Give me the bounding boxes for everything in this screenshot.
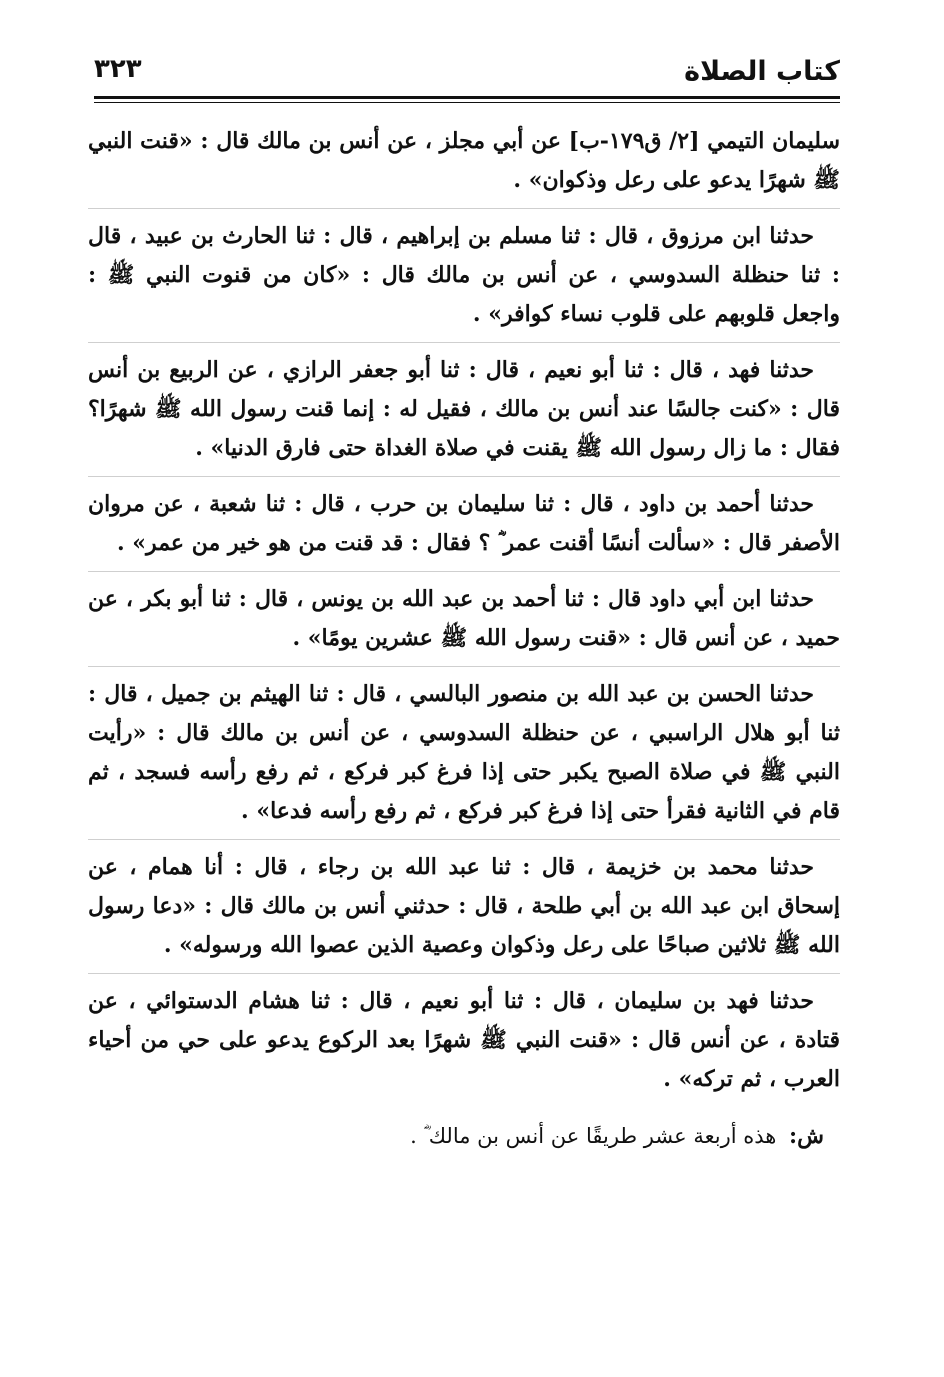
- paragraph: حدثنا محمد بن خزيمة ، قال : ثنا عبد الله بن رجاء ، قال : أنا همام ، عن إسحاق ابن عبد الله بن أبي طلحة ، قال : حدثني أنس بن مالك قال : «دعا رسول الله ﷺ ثلاثين صباحًا على رعل وذكوان وعصية الذين عصوا الله ورسوله» .: [88, 854, 840, 958]
- book-title: كتاب الصلاة: [684, 56, 840, 87]
- page-body: [88, 122, 840, 1164]
- header-rule: [94, 96, 840, 99]
- commentary-label: ش:: [789, 1123, 824, 1149]
- paragraph: سليمان التيمي [٢/ ق١٧٩-ب] عن أبي مجلز ، عن أنس بن مالك قال : «قنت النبي ﷺ شهرًا يدعو على رعل وذكوان» .: [88, 128, 841, 193]
- running-header: [88, 40, 840, 90]
- page-number: ٣٢٣: [94, 54, 142, 84]
- paragraph: حدثنا فهد بن سليمان ، قال : ثنا أبو نعيم ، قال : ثنا هشام الدستوائي ، عن قتادة ، عن أنس قال : «قنت النبي ﷺ شهرًا بعد الركوع يدعو على حي من أحياء العرب ، ثم تركه» .: [88, 988, 840, 1092]
- paragraph: حدثنا فهد ، قال : ثنا أبو نعيم ، قال : ثنا أبو جعفر الرازي ، عن الربيع بن أنس قال : «كنت جالسًا عند أنس بن مالك ، فقيل له : إنما قنت رسول الله ﷺ شهرًا؟ فقال : ما زال رسول الله ﷺ يقنت في صلاة الغداة حتى فارق الدنيا» .: [88, 357, 840, 461]
- paragraph: حدثنا ابن مرزوق ، قال : ثنا مسلم بن إبراهيم ، قال : ثنا الحارث بن عبيد ، قال : ثنا حنظلة السدوسي ، عن أنس بن مالك قال : «كان من قنوت النبي ﷺ : واجعل قلوبهم على قلوب نساء كوافر» .: [88, 223, 840, 327]
- book-page: [88, 40, 840, 1360]
- paragraph: حدثنا ابن أبي داود قال : ثنا أحمد بن عبد الله بن يونس ، قال : ثنا أبو بكر ، عن حميد ، عن أنس قال : «قنت رسول الله ﷺ عشرين يومًا» .: [88, 586, 840, 651]
- commentary-text: هذه أربعة عشر طريقًا عن أنس بن مالك ؓ .: [410, 1124, 777, 1148]
- paragraph: حدثنا الحسن بن عبد الله بن منصور البالسي ، قال : ثنا الهيثم بن جميل ، قال : ثنا أبو هلال الراسبي ، عن حنظلة السدوسي ، عن أنس بن مالك قال : «رأيت النبي ﷺ في صلاة الصبح يكبر حتى إذا فرغ كبر فركع ، ثم رفع رأسه فسجد ، ثم قام في الثانية فقرأ حتى إذا فرغ كبر فركع ، ثم رفع رأسه فدعا» .: [88, 681, 840, 824]
- paragraph: حدثنا أحمد بن داود ، قال : ثنا سليمان بن حرب ، قال : ثنا شعبة ، عن مروان الأصفر قال : «سألت أنسًا أقنت عمر ؓ ؟ فقال : قد قنت من هو خير من عمر» .: [88, 491, 840, 556]
- commentary: [88, 1107, 840, 1164]
- header-rule-thin: [94, 102, 840, 103]
